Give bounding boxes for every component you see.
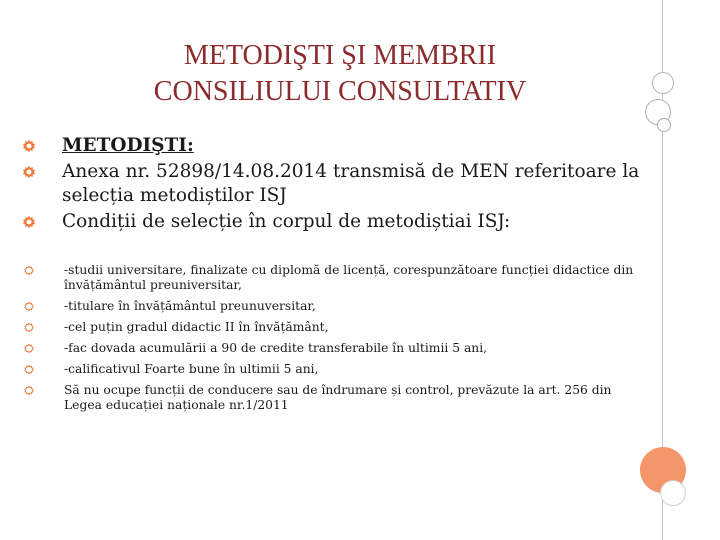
sub-list-item-text: -studii universitare, finalizate cu diplomă de licență, corespunzătoare funcției didactice din învățământul preuniversitar,	[64, 263, 634, 292]
sub-list-item	[20, 383, 640, 413]
decorative-circle	[657, 118, 671, 132]
list-item	[20, 160, 640, 208]
gear-outline-icon	[23, 364, 35, 375]
sub-list-item-text: -titulare în învățământul preunuversitar,	[64, 299, 316, 313]
list-item	[20, 134, 640, 158]
sub-list-item	[20, 299, 640, 314]
gear-outline-icon	[23, 301, 35, 312]
gear-outline-icon	[23, 322, 35, 333]
title-line-2: CONSILIULUI CONSULTATIV	[153, 76, 527, 107]
list-item-text: Anexa nr. 52898/14.08.2014 transmisă de MEN referitoare la selecția metodiștilor ISJ	[62, 161, 640, 206]
sub-list-item	[20, 362, 640, 377]
decorative-circle	[652, 72, 674, 94]
slide-title	[60, 38, 620, 110]
sub-list-item	[20, 341, 640, 356]
list-item	[20, 210, 640, 234]
decorative-circle	[660, 480, 686, 506]
sub-list-item-text: -calificativul Foarte bune în ultimii 5 ani,	[64, 362, 319, 376]
sub-list-item-text: -cel puțin gradul didactic II în învățământ,	[64, 320, 329, 334]
main-bullet-list	[20, 134, 640, 236]
gear-icon	[20, 138, 38, 154]
sub-list-item	[20, 320, 640, 335]
gear-outline-icon	[23, 385, 35, 396]
section-heading: METODIŞTI:	[62, 135, 194, 156]
sub-bullet-list	[20, 263, 640, 419]
gear-outline-icon	[23, 265, 35, 276]
sub-list-item-text: -fac dovada acumulării a 90 de credite transferabile în ultimii 5 ani,	[64, 341, 488, 355]
list-item-text: Condiții de selecție în corpul de metodiștiai ISJ:	[62, 211, 511, 232]
gear-icon	[20, 164, 38, 180]
sub-list-item	[20, 263, 640, 293]
gear-outline-icon	[23, 343, 35, 354]
gear-icon	[20, 214, 38, 230]
sub-list-item-text: Să nu ocupe funcții de conducere sau de îndrumare și control, prevăzute la art. 256 din Legea educației naționale nr.1/2011	[64, 383, 612, 412]
title-line-1: METODIŞTI ŞI MEMBRII	[183, 40, 497, 71]
